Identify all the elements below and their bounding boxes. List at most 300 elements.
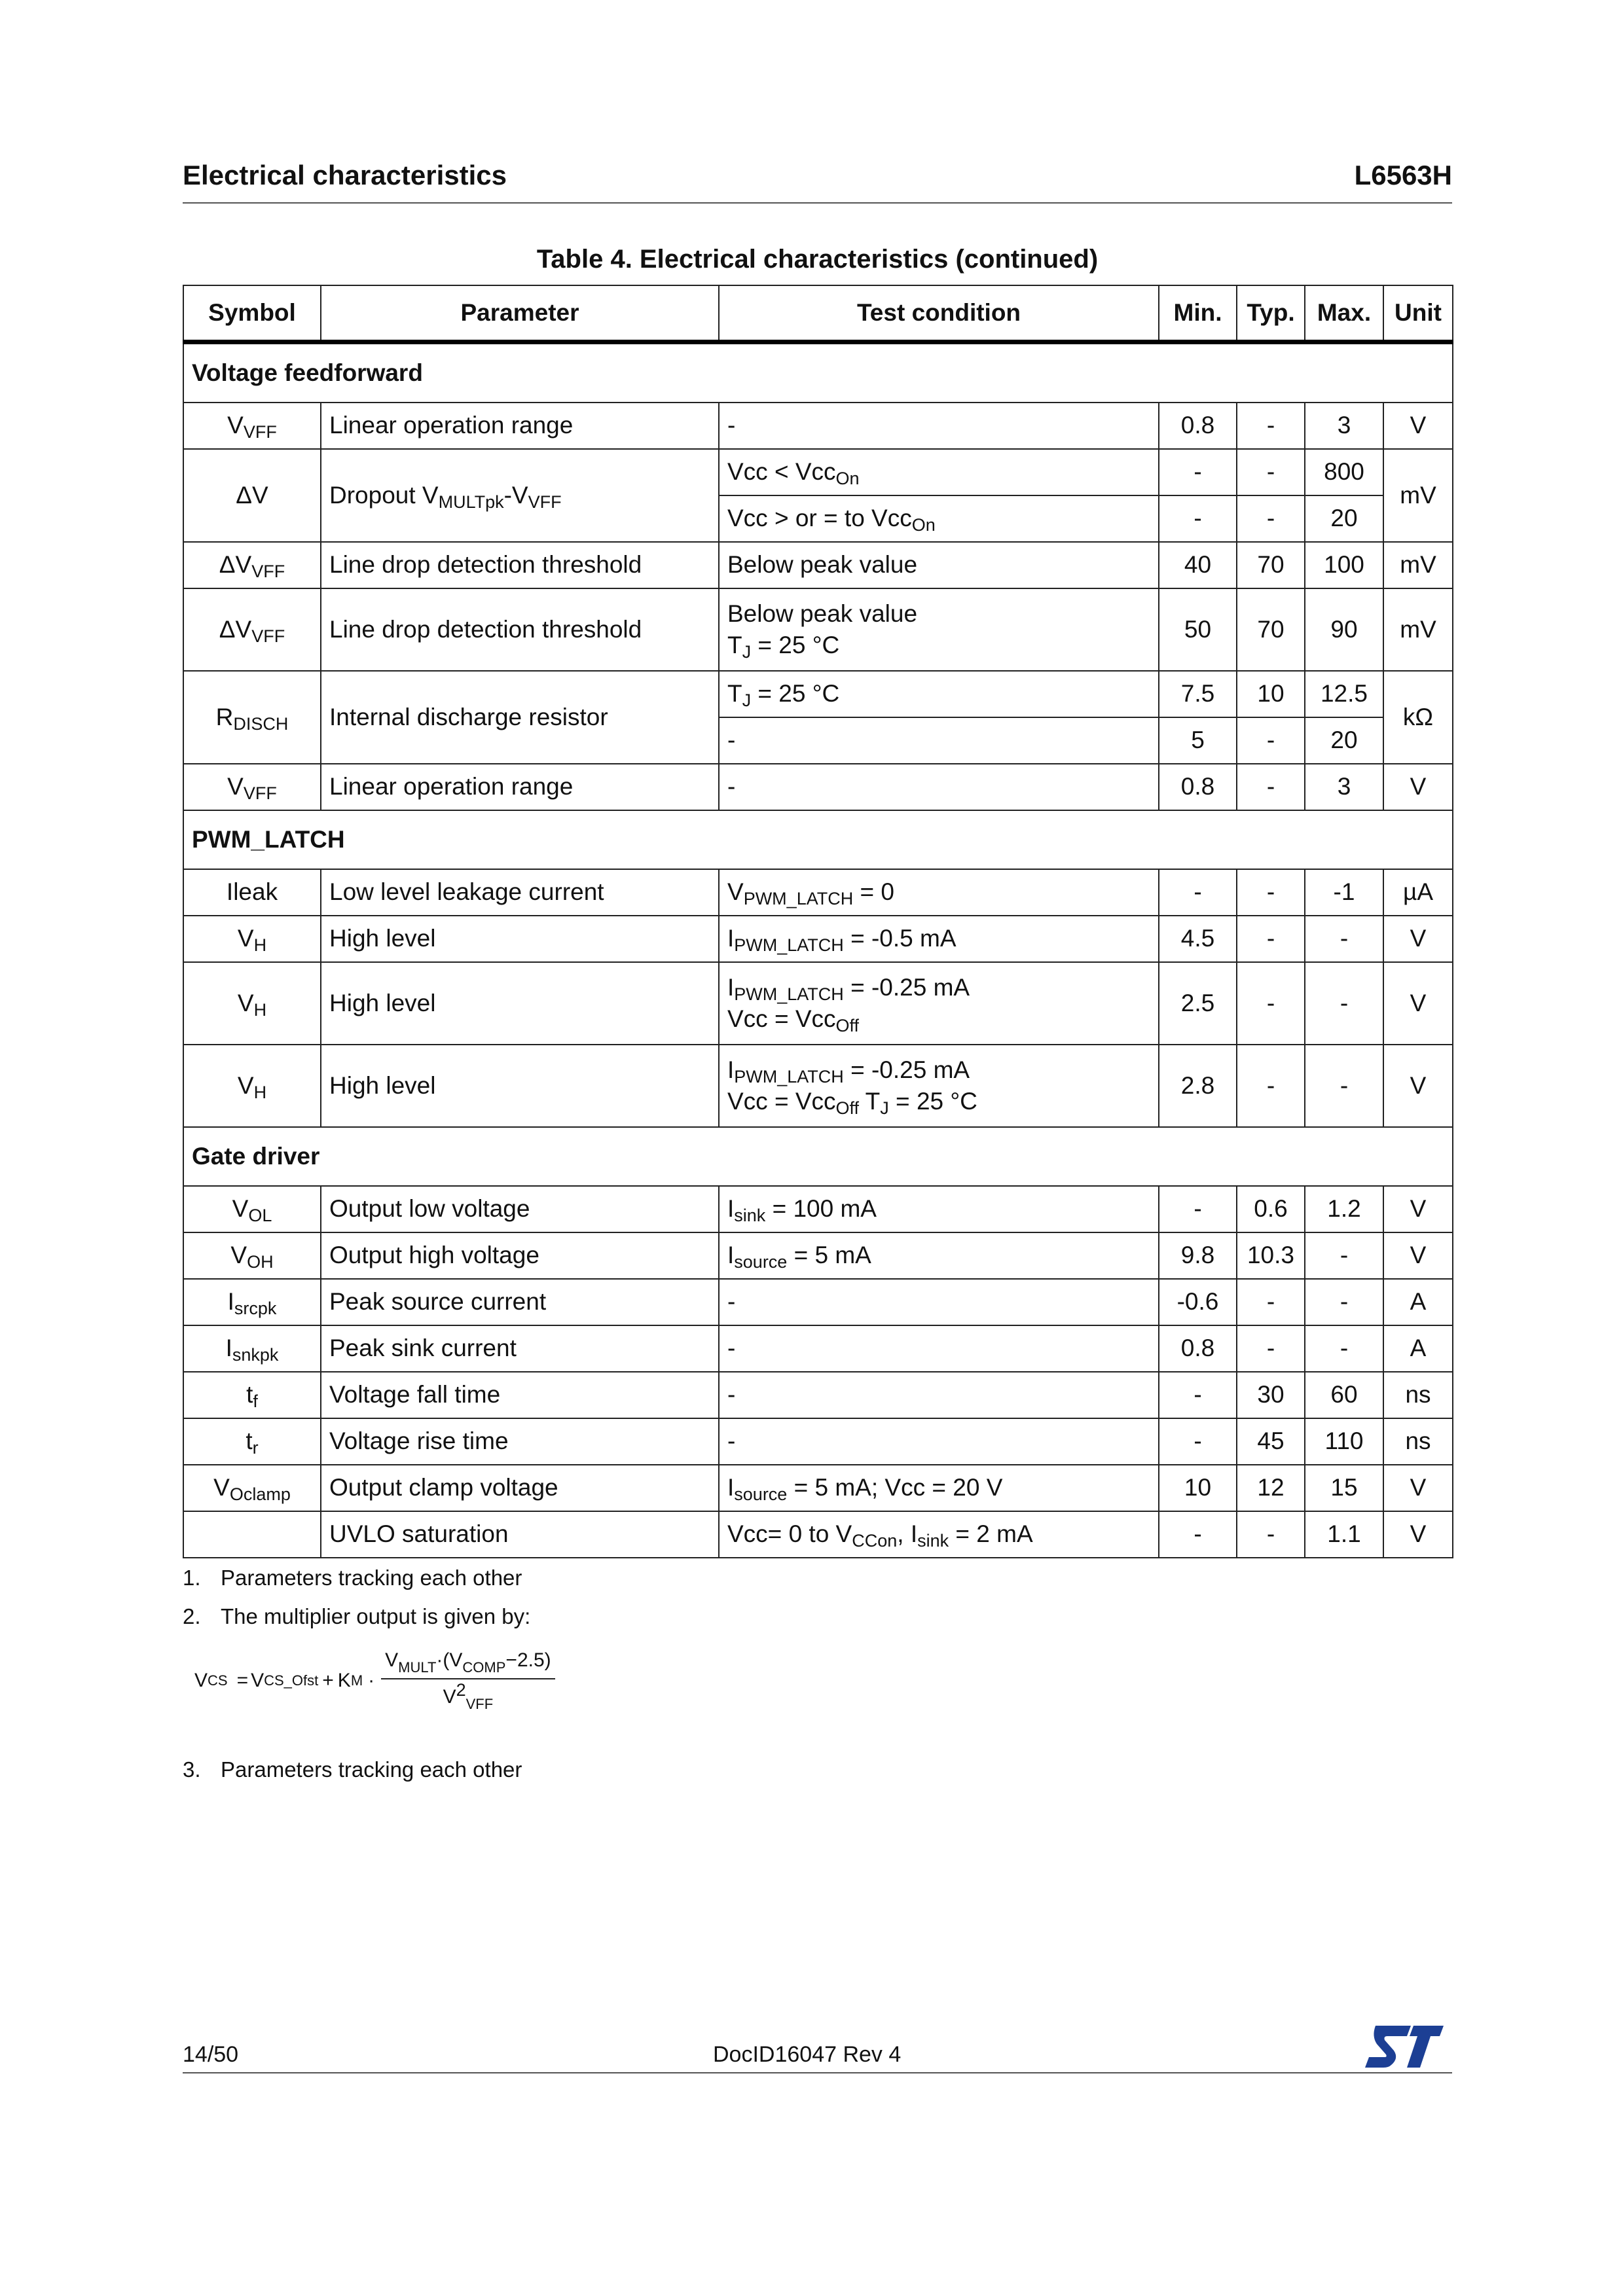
text-segment: Ileak — [226, 878, 278, 906]
formula-vcs-ofst: V — [251, 1670, 264, 1692]
max-cell: 20 — [1305, 495, 1383, 542]
subscript: sink — [917, 1531, 949, 1551]
condition-line — [727, 771, 1150, 802]
symbol-cell — [183, 1045, 321, 1127]
multiplier-formula — [194, 1649, 555, 1712]
text-segment: = 0 — [853, 878, 894, 906]
max-cell: - — [1305, 1232, 1383, 1279]
formula-vmult: V — [385, 1649, 399, 1671]
typ-cell: 30 — [1237, 1372, 1305, 1418]
symbol-cell — [183, 764, 321, 810]
condition-line — [727, 410, 1150, 441]
table-header-row — [183, 285, 1453, 342]
footnote-number: 3. — [183, 1757, 201, 1782]
max-cell: 90 — [1305, 588, 1383, 671]
table-row — [183, 1511, 1453, 1558]
column-header: Max. — [1305, 285, 1383, 342]
text-segment: I — [727, 1056, 735, 1083]
parameter-cell — [321, 449, 719, 542]
unit-cell: V — [1383, 962, 1453, 1045]
text-segment: T — [727, 680, 742, 708]
typ-cell: - — [1237, 1325, 1305, 1372]
subscript: Off — [835, 1098, 860, 1118]
text-segment: t — [246, 1427, 253, 1455]
footnote-text: Parameters tracking each other — [221, 1757, 522, 1782]
formula-sub: VFF — [465, 1696, 494, 1713]
footer-rule — [183, 2072, 1452, 2073]
max-cell: - — [1305, 1045, 1383, 1127]
text-segment: Internal discharge resistor — [329, 703, 608, 730]
min-cell: 0.8 — [1159, 764, 1237, 810]
symbol-cell — [183, 1325, 321, 1372]
condition-cell — [719, 1045, 1159, 1127]
text-segment: I — [225, 1335, 232, 1362]
parameter-cell — [321, 1372, 719, 1418]
text-segment: V — [213, 1474, 230, 1501]
text-segment: Peak source current — [329, 1288, 547, 1316]
min-cell: 9.8 — [1159, 1232, 1237, 1279]
header-rule — [183, 202, 1452, 204]
min-cell: 0.8 — [1159, 403, 1237, 449]
formula-vvff: V — [443, 1686, 456, 1708]
text-segment: Linear operation range — [329, 773, 574, 800]
typ-cell: - — [1237, 764, 1305, 810]
text-segment: Output low voltage — [329, 1195, 530, 1223]
formula-vcs: V — [194, 1670, 208, 1692]
text-segment: High level — [329, 989, 436, 1016]
max-cell: 800 — [1305, 449, 1383, 495]
text-segment: I — [727, 1195, 735, 1223]
formula-vcomp: V — [449, 1649, 463, 1671]
footnote-3 — [183, 1757, 522, 1782]
condition-line — [727, 1193, 1150, 1225]
typ-cell: 10 — [1237, 671, 1305, 717]
min-cell: 2.8 — [1159, 1045, 1237, 1127]
typ-cell: - — [1237, 916, 1305, 962]
condition-line — [727, 1426, 1150, 1457]
unit-cell: A — [1383, 1325, 1453, 1372]
table-row — [183, 1372, 1453, 1418]
section-row — [183, 342, 1453, 403]
max-cell: 15 — [1305, 1465, 1383, 1511]
symbol-cell — [183, 403, 321, 449]
st-logo — [1365, 2024, 1444, 2068]
subscript: H — [253, 1082, 267, 1102]
unit-cell: ns — [1383, 1372, 1453, 1418]
max-cell: - — [1305, 1325, 1383, 1372]
doc-id: DocID16047 Rev 4 — [713, 2042, 902, 2067]
subscript: sink — [734, 1206, 766, 1226]
subscript: PWM_LATCH — [734, 1066, 844, 1086]
symbol-cell — [183, 1418, 321, 1465]
footnote-text: Parameters tracking each other — [221, 1566, 522, 1590]
min-cell: - — [1159, 1418, 1237, 1465]
condition-cell — [719, 1465, 1159, 1511]
text-segment: UVLO saturation — [329, 1520, 509, 1548]
subscript: Oclamp — [229, 1484, 291, 1505]
parameter-cell — [321, 542, 719, 588]
formula-sub: M — [350, 1672, 363, 1689]
text-segment: = 25 °C — [888, 1088, 977, 1115]
unit-cell: V — [1383, 916, 1453, 962]
typ-cell: - — [1237, 449, 1305, 495]
symbol-cell — [183, 1465, 321, 1511]
condition-cell — [719, 869, 1159, 916]
subscript: J — [742, 642, 752, 662]
text-segment: V — [230, 1242, 247, 1269]
text-segment: , I — [897, 1520, 918, 1548]
text-segment: Vcc > or = to Vcc — [727, 505, 912, 532]
text-segment: - — [727, 726, 736, 754]
subscript: VFF — [528, 492, 562, 512]
text-segment: - — [727, 1335, 736, 1362]
parameter-cell — [321, 962, 719, 1045]
condition-cell — [719, 1186, 1159, 1232]
condition-cell — [719, 403, 1159, 449]
condition-line — [727, 549, 1150, 581]
text-segment: Voltage rise time — [329, 1427, 509, 1455]
subscript: H — [253, 935, 267, 956]
formula-denominator — [443, 1679, 494, 1712]
section-row — [183, 810, 1453, 869]
table-row — [183, 1232, 1453, 1279]
symbol-cell — [183, 588, 321, 671]
table-row — [183, 1186, 1453, 1232]
condition-line — [727, 1003, 1150, 1035]
max-cell: 110 — [1305, 1418, 1383, 1465]
symbol-cell — [183, 1279, 321, 1325]
typ-cell: 70 — [1237, 588, 1305, 671]
typ-cell: - — [1237, 717, 1305, 764]
table-row — [183, 449, 1453, 495]
parameter-cell — [321, 1325, 719, 1372]
electrical-characteristics-table — [183, 285, 1453, 1558]
subscript: J — [742, 691, 752, 711]
table-row — [183, 869, 1453, 916]
condition-line — [727, 1240, 1150, 1271]
text-segment: V — [727, 878, 744, 906]
subscript: On — [911, 515, 936, 535]
parameter-cell — [321, 764, 719, 810]
text-segment: Dropout V — [329, 481, 439, 509]
max-cell: 12.5 — [1305, 671, 1383, 717]
section-title: Gate driver — [183, 1127, 1453, 1186]
footnote-number: 1. — [183, 1566, 201, 1590]
min-cell: 7.5 — [1159, 671, 1237, 717]
typ-cell: 45 — [1237, 1418, 1305, 1465]
column-header: Parameter — [321, 285, 719, 342]
formula-plus: + — [322, 1670, 334, 1692]
text-segment: - — [727, 1288, 736, 1316]
footnote-number: 2. — [183, 1604, 201, 1628]
condition-line — [727, 876, 1150, 908]
text-segment: Line drop detection threshold — [329, 615, 642, 643]
subscript: source — [734, 1484, 788, 1505]
unit-cell: kΩ — [1383, 671, 1453, 764]
formula-tail: −2.5) — [505, 1649, 551, 1671]
condition-cell — [719, 1232, 1159, 1279]
text-segment: = -0.25 mA — [843, 973, 970, 1001]
typ-cell: - — [1237, 1279, 1305, 1325]
typ-cell: 12 — [1237, 1465, 1305, 1511]
max-cell: - — [1305, 962, 1383, 1045]
text-segment: ΔV — [219, 551, 252, 579]
max-cell: 20 — [1305, 717, 1383, 764]
text-segment: Voltage fall time — [329, 1381, 501, 1408]
column-header: Min. — [1159, 285, 1237, 342]
condition-cell — [719, 962, 1159, 1045]
subscript: PWM_LATCH — [734, 935, 844, 956]
max-cell: -1 — [1305, 869, 1383, 916]
condition-cell — [719, 1325, 1159, 1372]
typ-cell: - — [1237, 1511, 1305, 1558]
typ-cell: 0.6 — [1237, 1186, 1305, 1232]
unit-cell: mV — [1383, 449, 1453, 542]
condition-cell — [719, 1511, 1159, 1558]
text-segment: Vcc = Vcc — [727, 1005, 836, 1032]
column-header: Typ. — [1237, 285, 1305, 342]
text-segment: Low level leakage current — [329, 878, 604, 906]
parameter-cell — [321, 1045, 719, 1127]
max-cell: 60 — [1305, 1372, 1383, 1418]
text-segment: - — [727, 773, 736, 800]
text-segment: Linear operation range — [329, 412, 574, 439]
formula-sub: CS — [208, 1672, 228, 1689]
parameter-cell — [321, 1279, 719, 1325]
min-cell: 4.5 — [1159, 916, 1237, 962]
symbol-cell — [183, 916, 321, 962]
text-segment: Below peak value — [727, 551, 918, 579]
condition-line — [727, 972, 1150, 1003]
min-cell: 0.8 — [1159, 1325, 1237, 1372]
table-row — [183, 1418, 1453, 1465]
parameter-cell — [321, 1465, 719, 1511]
parameter-cell — [321, 916, 719, 962]
condition-cell — [719, 542, 1159, 588]
text-segment: = 100 mA — [765, 1195, 877, 1223]
formula-sub: MULT — [398, 1659, 437, 1676]
subscript: OH — [247, 1252, 274, 1272]
text-segment: T — [859, 1088, 881, 1115]
formula-sub: COMP — [462, 1659, 506, 1676]
table-row — [183, 916, 1453, 962]
symbol-cell — [183, 449, 321, 542]
symbol-cell — [183, 1511, 321, 1558]
typ-cell: 70 — [1237, 542, 1305, 588]
text-segment: I — [727, 925, 735, 952]
max-cell: 3 — [1305, 764, 1383, 810]
formula-eq: = — [236, 1670, 249, 1692]
subscript: On — [835, 469, 860, 489]
parameter-cell — [321, 403, 719, 449]
min-cell: - — [1159, 869, 1237, 916]
min-cell: - — [1159, 495, 1237, 542]
formula-fraction — [381, 1649, 555, 1712]
table-row — [183, 962, 1453, 1045]
condition-cell — [719, 671, 1159, 717]
text-segment: R — [215, 703, 234, 730]
subscript: DISCH — [233, 713, 289, 734]
formula-sub-cs-ofst: CS_Ofst — [264, 1672, 319, 1689]
max-cell: 1.2 — [1305, 1186, 1383, 1232]
max-cell: - — [1305, 916, 1383, 962]
condition-cell — [719, 1418, 1159, 1465]
footnote-text: The multiplier output is given by: — [221, 1604, 531, 1628]
text-segment: I — [227, 1288, 234, 1316]
condition-cell — [719, 1372, 1159, 1418]
condition-line — [727, 630, 1150, 661]
text-segment: ΔV — [219, 615, 252, 643]
text-segment: = -0.5 mA — [843, 925, 957, 952]
min-cell: 50 — [1159, 588, 1237, 671]
parameter-cell — [321, 1511, 719, 1558]
text-segment: -V — [503, 481, 528, 509]
formula-numerator — [381, 1649, 555, 1679]
unit-cell: V — [1383, 1186, 1453, 1232]
text-segment: Vcc < Vcc — [727, 458, 836, 486]
subscript: Off — [835, 1016, 860, 1035]
unit-cell: V — [1383, 1045, 1453, 1127]
unit-cell: mV — [1383, 588, 1453, 671]
text-segment: ΔV — [236, 481, 268, 509]
section-title: Voltage feedforward — [183, 342, 1453, 403]
formula-dot: · — [368, 1670, 375, 1692]
table-row — [183, 588, 1453, 671]
condition-line — [727, 456, 1150, 488]
condition-cell — [719, 495, 1159, 542]
text-segment: I — [727, 1474, 735, 1501]
condition-cell — [719, 449, 1159, 495]
table-row — [183, 1325, 1453, 1372]
min-cell: 2.5 — [1159, 962, 1237, 1045]
text-segment: Vcc = Vcc — [727, 1088, 836, 1115]
min-cell: - — [1159, 1372, 1237, 1418]
text-segment: V — [227, 773, 244, 800]
condition-cell — [719, 717, 1159, 764]
symbol-cell — [183, 869, 321, 916]
parameter-cell — [321, 1418, 719, 1465]
min-cell: -0.6 — [1159, 1279, 1237, 1325]
text-segment: T — [727, 632, 742, 658]
table-row — [183, 542, 1453, 588]
max-cell: 3 — [1305, 403, 1383, 449]
subscript: f — [253, 1391, 258, 1412]
text-segment: I — [727, 1242, 735, 1269]
subscript: snkpk — [232, 1345, 279, 1365]
text-segment: - — [727, 1381, 736, 1408]
min-cell: 10 — [1159, 1465, 1237, 1511]
text-segment: High level — [329, 925, 436, 952]
condition-cell — [719, 916, 1159, 962]
parameter-cell — [321, 1186, 719, 1232]
condition-line — [727, 1054, 1150, 1086]
unit-cell: µA — [1383, 869, 1453, 916]
subscript: OL — [248, 1206, 272, 1226]
parameter-cell — [321, 671, 719, 764]
max-cell: 100 — [1305, 542, 1383, 588]
subscript: r — [252, 1438, 259, 1458]
text-segment: - — [727, 412, 736, 439]
text-segment: = 25 °C — [751, 680, 840, 708]
symbol-cell — [183, 962, 321, 1045]
min-cell: 40 — [1159, 542, 1237, 588]
condition-line — [727, 598, 1150, 630]
text-segment: V — [227, 412, 244, 439]
max-cell: - — [1305, 1279, 1383, 1325]
unit-cell: V — [1383, 1511, 1453, 1558]
text-segment: Line drop detection threshold — [329, 551, 642, 579]
table-row — [183, 1279, 1453, 1325]
text-segment: = 25 °C — [751, 632, 840, 658]
typ-cell: - — [1237, 403, 1305, 449]
text-segment: I — [727, 973, 735, 1001]
text-segment: = -0.25 mA — [843, 1056, 970, 1083]
subscript: J — [880, 1098, 889, 1118]
condition-cell — [719, 1279, 1159, 1325]
symbol-cell — [183, 542, 321, 588]
text-segment: Output high voltage — [329, 1242, 539, 1269]
unit-cell: A — [1383, 1279, 1453, 1325]
text-segment: V — [237, 1071, 254, 1099]
unit-cell: V — [1383, 403, 1453, 449]
condition-cell — [719, 764, 1159, 810]
subscript: srcpk — [234, 1299, 277, 1319]
text-segment: V — [237, 989, 254, 1016]
subscript: H — [253, 999, 267, 1020]
condition-line — [727, 678, 1150, 709]
subscript: MULTpk — [438, 492, 504, 512]
text-segment: Output clamp voltage — [329, 1474, 558, 1501]
subscript: VFF — [243, 422, 277, 442]
unit-cell: V — [1383, 1232, 1453, 1279]
text-segment: = 5 mA — [787, 1242, 871, 1269]
text-segment: t — [246, 1381, 253, 1408]
text-segment: = 2 mA — [949, 1520, 1033, 1548]
parameter-cell — [321, 588, 719, 671]
table-row — [183, 403, 1453, 449]
symbol-cell — [183, 1232, 321, 1279]
column-header: Symbol — [183, 285, 321, 342]
column-header: Test condition — [719, 285, 1159, 342]
condition-line — [727, 1086, 1150, 1117]
text-segment: Vcc= 0 to V — [727, 1520, 852, 1548]
formula-sup: 2 — [456, 1680, 466, 1700]
text-segment: V — [237, 925, 254, 952]
unit-cell: V — [1383, 764, 1453, 810]
table-row — [183, 1045, 1453, 1127]
table-row — [183, 764, 1453, 810]
formula-km: K — [337, 1670, 351, 1692]
condition-line — [727, 1518, 1150, 1550]
subscript: PWM_LATCH — [734, 984, 844, 1004]
condition-line — [727, 503, 1150, 534]
part-number: L6563H — [1354, 160, 1452, 190]
condition-line — [727, 923, 1150, 954]
text-segment: - — [727, 1427, 736, 1455]
section-row — [183, 1127, 1453, 1186]
typ-cell: - — [1237, 495, 1305, 542]
condition-line — [727, 725, 1150, 756]
table-row — [183, 671, 1453, 717]
condition-line — [727, 1333, 1150, 1364]
typ-cell: - — [1237, 962, 1305, 1045]
min-cell: 5 — [1159, 717, 1237, 764]
symbol-cell — [183, 671, 321, 764]
unit-cell: ns — [1383, 1418, 1453, 1465]
min-cell: - — [1159, 1186, 1237, 1232]
parameter-cell — [321, 1232, 719, 1279]
condition-line — [727, 1472, 1150, 1503]
